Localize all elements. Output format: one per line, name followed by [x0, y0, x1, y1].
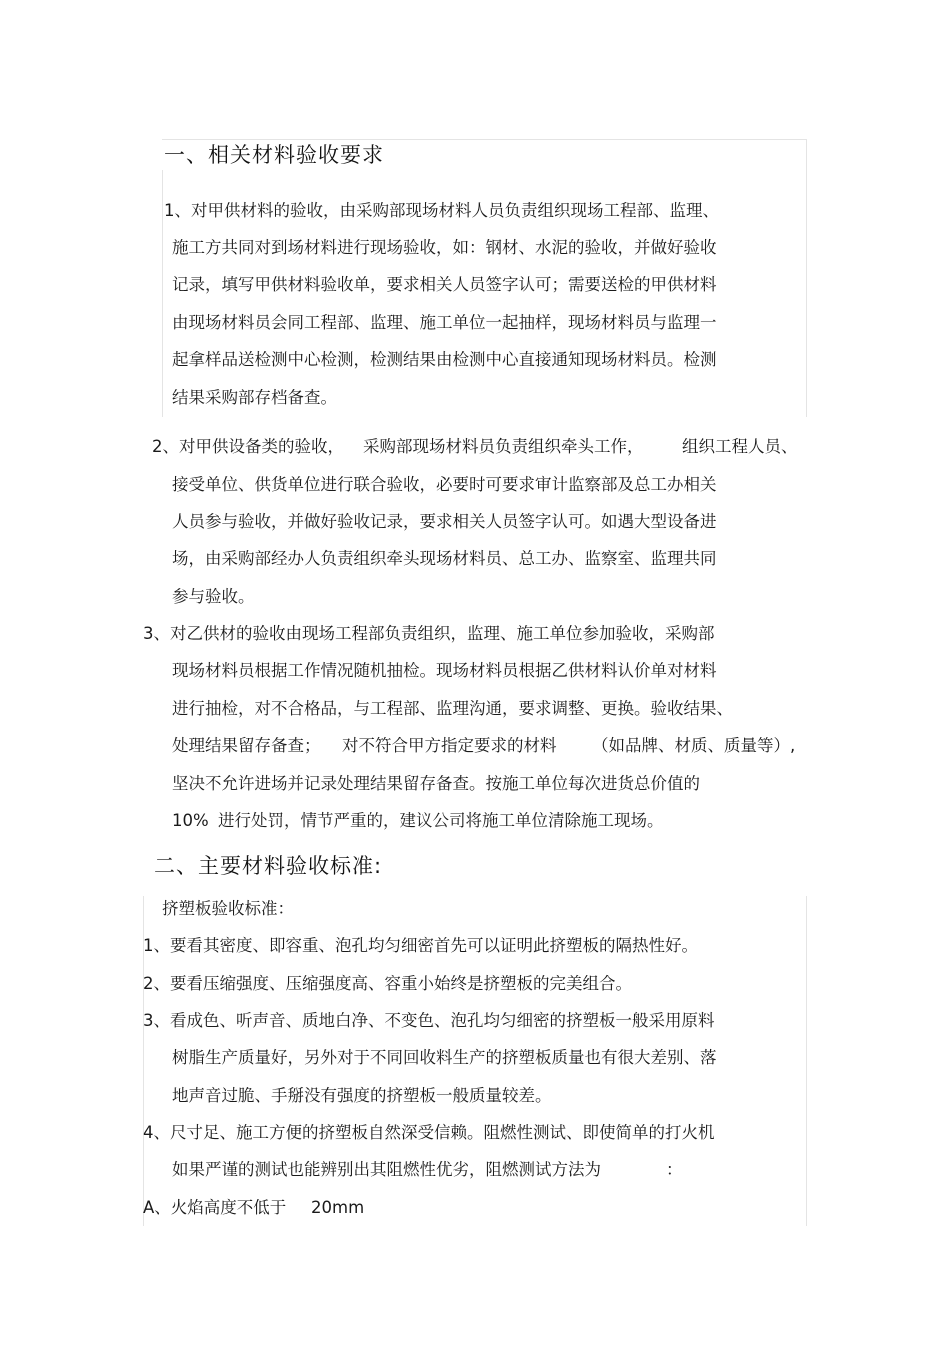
item3-line-5: 坚决不允许进场并记录处理结果留存备查。按施工单位每次进货总价值的: [172, 774, 700, 793]
section2-line-7: [172, 1159, 692, 1181]
item3-line-6: [172, 810, 732, 832]
item2-line-3: 人员参与验收，并做好验收记录，要求相关人员签字认可。如遇大型设备进: [172, 512, 717, 531]
item2-line-5: 参与验收。: [172, 587, 255, 606]
section2-line-8: [143, 1197, 383, 1219]
section2-subtitle: 挤塑板验收标准：: [162, 899, 294, 918]
item3-line-4-part-c: （如品牌、材质、质量等）,: [592, 736, 796, 755]
item1-line-1: 1、对甲供材料的验收，由采购部现场材料人员负责组织现场工程部、监理、: [164, 201, 719, 220]
section2-line-8-part-a: A、火焰高度不低于: [143, 1198, 287, 1217]
item1-line-2: 施工方共同对到场材料进行现场验收，如：钢材、水泥的验收，并做好验收: [172, 238, 717, 257]
item2-line-1-part-b: 采购部现场材料员负责组织牵头工作，: [363, 437, 644, 456]
section2-line-8-part-b: 20mm: [311, 1198, 365, 1217]
item1-line-4: 由现场材料员会同工程部、监理、施工单位一起抽样，现场材料员与监理一: [172, 313, 717, 332]
section2-line-5: 地声音过脆、手掰没有强度的挤塑板一般质量较差。: [172, 1086, 552, 1105]
item2-line-1: [152, 436, 812, 458]
item3-line-2: 现场材料员根据工作情况随机抽检。现场材料员根据乙供材料认价单对材料: [172, 661, 717, 680]
item1-line-5: 起拿样品送检测中心检测，检测结果由检测中心直接通知现场材料员。检测: [172, 350, 717, 369]
item2-line-1-part-a: 2、对甲供设备类的验收，: [152, 437, 344, 456]
section2-line-2: 2、要看压缩强度、压缩强度高、容重小始终是挤塑板的完美组合。: [143, 974, 632, 993]
item3-line-6-part-b: 进行处罚，情节严重的，建议公司将施工单位清除施工现场。: [218, 811, 664, 830]
section2-heading: 二、主要材料验收标准:: [154, 854, 383, 878]
item3-line-1: 3、对乙供材的验收由现场工程部负责组织，监理、施工单位参加验收，采购部: [143, 624, 715, 643]
item3-line-6-part-a: 10%: [172, 811, 209, 830]
section2-line-4: 树脂生产质量好，另外对于不同回收料生产的挤塑板质量也有很大差别、落: [172, 1048, 717, 1067]
item3-line-4-part-a: 处理结果留存备查；: [172, 736, 321, 755]
section2-line-1: 1、要看其密度、即容重、泡孔均匀细密首先可以证明此挤塑板的隔热性好。: [143, 936, 698, 955]
item2-line-4: 场，由采购部经办人负责组织牵头现场材料员、总工办、监察室、监理共同: [172, 549, 717, 568]
item1-line-6: 结果采购部存档备查。: [172, 388, 337, 407]
item2-line-2: 接受单位、供货单位进行联合验收，必要时可要求审计监察部及总工办相关: [172, 475, 717, 494]
item3-line-4: [172, 735, 812, 757]
section2-line-7-part-b: ：: [666, 1160, 683, 1179]
frame-top-line: [162, 139, 807, 140]
section2-line-6: 4、尺寸足、施工方便的挤塑板自然深受信赖。阻燃性测试、即使简单的打火机: [143, 1123, 715, 1142]
section2-line-3: 3、看成色、听声音、质地白净、不变色、泡孔均匀细密的挤塑板一般采用原料: [143, 1011, 715, 1030]
frame-right-line-2: [806, 896, 807, 1226]
section2-line-7-part-a: 如果严谨的测试也能辨别出其阻燃性优劣，阻燃测试方法为: [172, 1160, 601, 1179]
frame-left-line-1: [162, 170, 163, 417]
item2-line-1-part-c: 组织工程人员、: [682, 437, 798, 456]
section1-heading: 一、相关材料验收要求: [164, 143, 384, 167]
frame-right-line-1: [806, 139, 807, 417]
item1-line-3: 记录，填写甲供材料验收单，要求相关人员签字认可；需要送检的甲供材料: [172, 275, 717, 294]
item3-line-3: 进行抽检，对不合格品，与工程部、监理沟通，要求调整、更换。验收结果、: [172, 699, 733, 718]
item3-line-4-part-b: 对不符合甲方指定要求的材料: [342, 736, 557, 755]
